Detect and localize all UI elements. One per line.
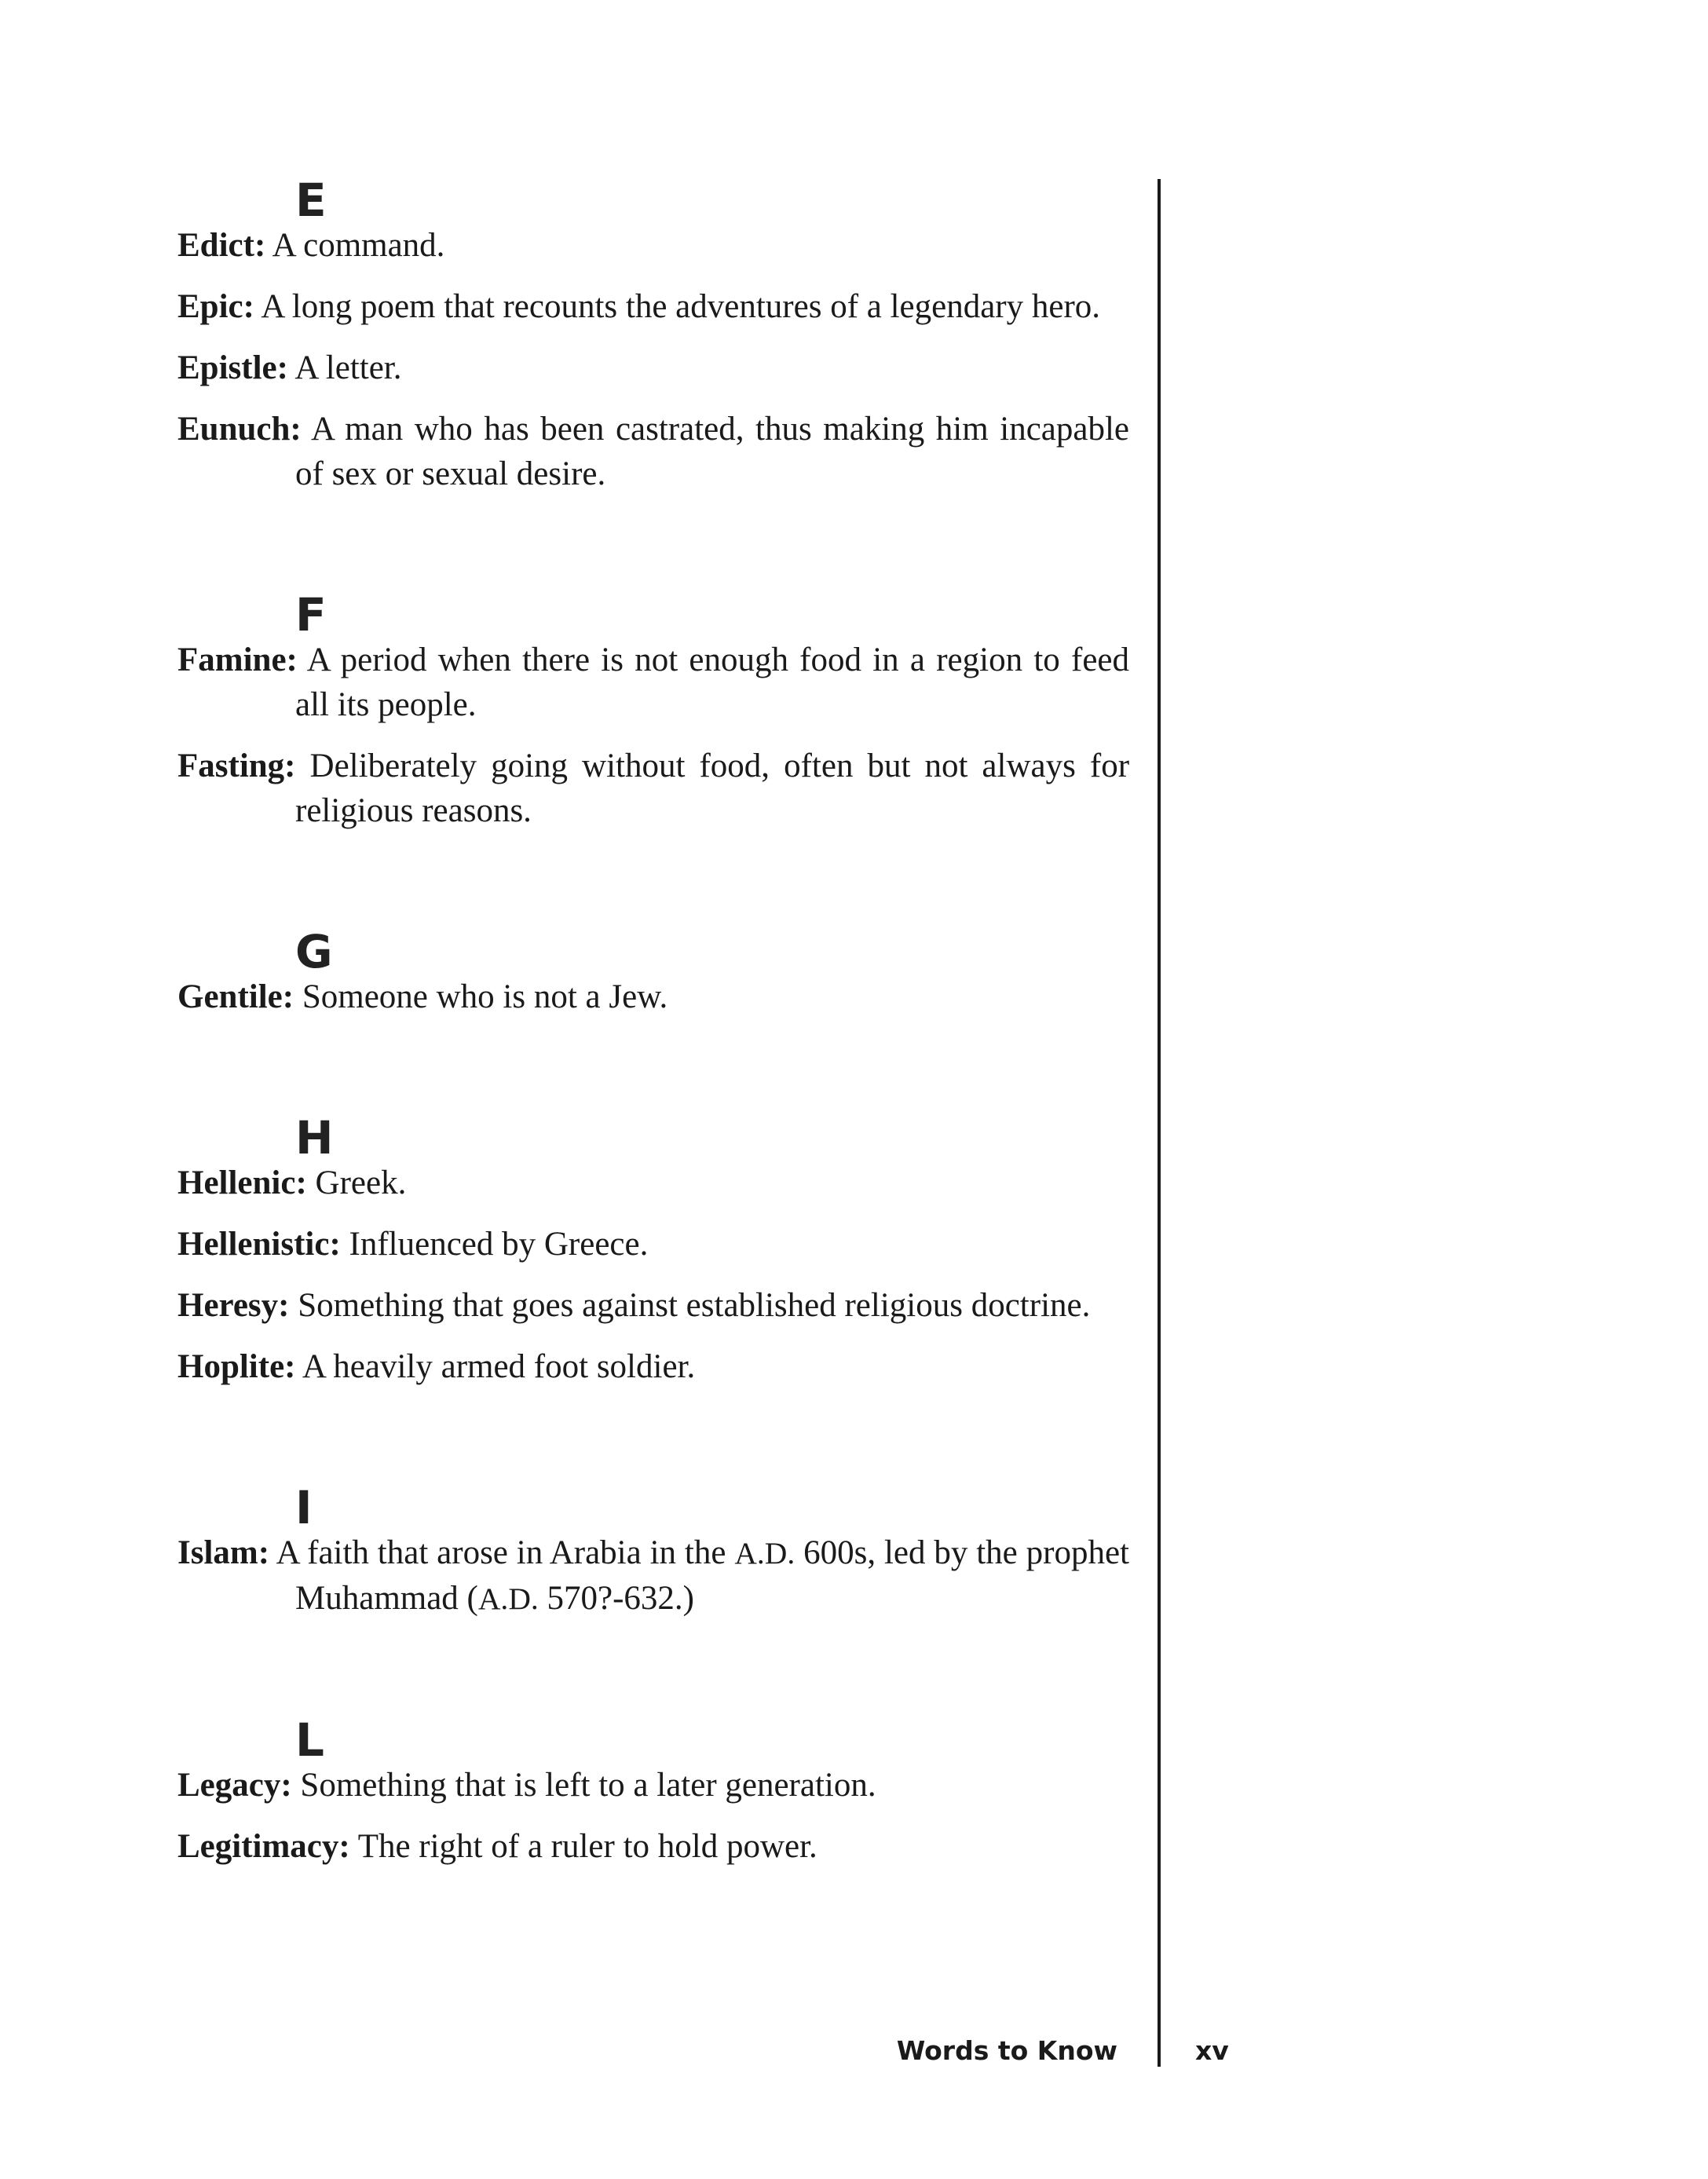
entry-definition: Something that goes against established religious doctrine. (298, 1287, 1091, 1324)
entry-term: Epistle: (177, 349, 288, 386)
glossary-column (177, 174, 1129, 1885)
glossary-entry-fasting (177, 744, 1129, 833)
glossary-entry-islam (177, 1530, 1129, 1621)
entry-term: Famine: (177, 642, 298, 678)
page-number: xv (1195, 2035, 1229, 2066)
section-letter: H (295, 1111, 334, 1164)
glossary-entry-famine (177, 638, 1129, 727)
margin-rule (1158, 179, 1161, 2067)
entry-term: Legacy: (177, 1767, 292, 1804)
entry-definition-part: A faith that arose in Arabia in the (276, 1534, 726, 1571)
era-abbreviation: A.D. (477, 1581, 539, 1616)
section-letter: E (295, 174, 327, 227)
entry-term: Hellenic: (177, 1164, 307, 1201)
entry-definition: The right of a ruler to hold power. (357, 1828, 817, 1865)
section-letter: L (295, 1713, 324, 1767)
glossary-entry-legacy (177, 1763, 1129, 1808)
entry-definition-part: 600s, led by the prophet Muhammad ( (295, 1534, 1129, 1617)
entry-term: Legitimacy: (177, 1828, 350, 1865)
entry-definition: A command. (272, 227, 445, 264)
entry-definition: Greek. (315, 1164, 407, 1201)
glossary-entry-hellenic (177, 1161, 1129, 1205)
entry-definition: A long poem that recounts the adventures of a legendary hero. (261, 288, 1101, 325)
glossary-entry-edict (177, 223, 1129, 268)
entry-term: Fasting: (177, 748, 296, 784)
entry-definition: A heavily armed foot soldier. (302, 1348, 696, 1385)
entry-definition: A man who has been castrated, thus making him incapable of sex or sexual desire. (295, 411, 1129, 492)
running-footer-title: Words to Know (896, 2035, 1117, 2066)
entry-definition: Someone who is not a Jew. (302, 978, 668, 1015)
entry-term: Edict: (177, 227, 266, 264)
glossary-entry-gentile (177, 974, 1129, 1019)
entry-definition: Deliberately going without food, often but not always for religious reasons. (295, 748, 1130, 829)
entry-term: Hoplite: (177, 1348, 296, 1385)
entry-definition: Something that is left to a later generation. (300, 1767, 876, 1804)
glossary-entry-legitimacy (177, 1824, 1129, 1869)
section-letter: G (295, 925, 333, 978)
section-l (177, 1714, 1129, 1869)
glossary-entry-epic (177, 284, 1129, 329)
entry-definition: Influenced by Greece. (349, 1226, 649, 1263)
section-letter: F (295, 588, 327, 642)
section-f (177, 589, 1129, 833)
entry-term: Hellenistic: (177, 1226, 341, 1263)
entry-definition: A letter. (294, 349, 402, 386)
section-letter: I (295, 1481, 313, 1534)
glossary-entry-hellenistic (177, 1222, 1129, 1267)
entry-definition-part: 570?-632.) (547, 1580, 695, 1617)
entry-term: Heresy: (177, 1287, 290, 1324)
entry-term: Eunuch: (177, 411, 302, 448)
glossary-entry-epistle (177, 345, 1129, 390)
glossary-entry-eunuch (177, 407, 1129, 496)
section-i (177, 1482, 1129, 1621)
glossary-entry-hoplite (177, 1344, 1129, 1389)
entry-term: Gentile: (177, 978, 294, 1015)
entry-term: Islam: (177, 1534, 270, 1571)
section-h (177, 1112, 1129, 1389)
era-abbreviation: A.D. (734, 1536, 795, 1570)
entry-definition: A period when there is not enough food in a region to feed all its people. (295, 642, 1129, 723)
section-g (177, 926, 1129, 1019)
section-e (177, 174, 1129, 496)
entry-term: Epic: (177, 288, 254, 325)
glossary-entry-heresy (177, 1283, 1129, 1328)
